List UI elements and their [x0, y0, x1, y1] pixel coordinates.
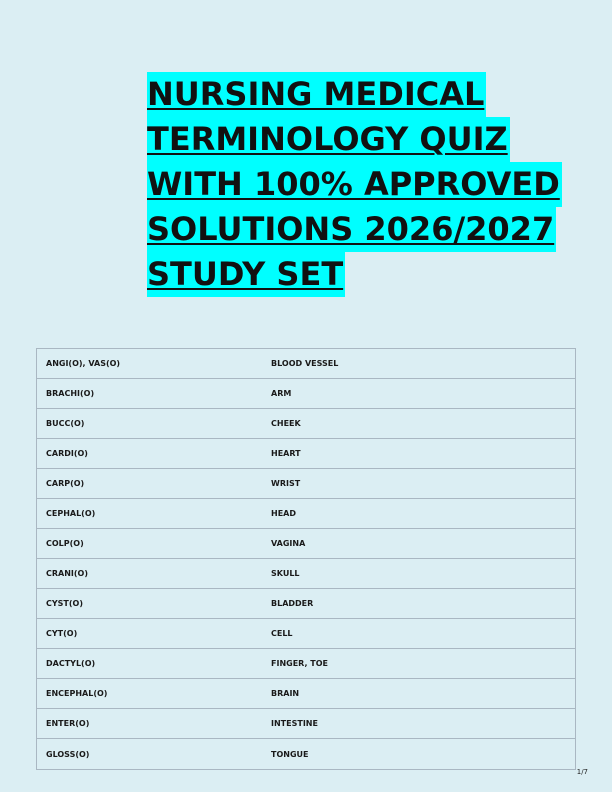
title-line-2: TERMINOLOGY QUIZ: [147, 117, 510, 162]
definition-cell: CELL: [271, 629, 293, 638]
definition-cell: TONGUE: [271, 749, 309, 759]
term-cell: ENTER(O): [46, 719, 90, 728]
table-row: [37, 409, 575, 439]
table-row: [37, 559, 575, 589]
definition-cell: BRAIN: [271, 689, 300, 698]
term-cell: CRANI(O): [46, 569, 89, 578]
table-row: [37, 469, 575, 499]
table-row: [37, 349, 575, 379]
definition-cell: INTESTINE: [271, 719, 318, 728]
terminology-table: [36, 348, 576, 770]
term-cell: ENCEPHAL(O): [46, 689, 108, 698]
definition-cell: BLADDER: [271, 599, 314, 608]
table-row: [37, 379, 575, 409]
term-cell: BRACHI(O): [46, 389, 95, 398]
table-row: [37, 649, 575, 679]
term-cell: COLP(O): [46, 539, 84, 548]
definition-cell: SKULL: [271, 569, 300, 578]
title-line-3: WITH 100% APPROVED: [147, 162, 562, 207]
table-row: [37, 529, 575, 559]
term-cell: BUCC(O): [46, 419, 85, 428]
table-row: [37, 619, 575, 649]
term-cell: CEPHAL(O): [46, 509, 96, 518]
term-cell: ANGI(O), VAS(O): [46, 359, 121, 368]
definition-cell: ARM: [271, 389, 292, 398]
title-line-4: SOLUTIONS 2026/2027: [147, 207, 556, 252]
title-line-5: STUDY SET: [147, 252, 345, 297]
table-row: [37, 499, 575, 529]
table-row: [37, 739, 575, 769]
definition-cell: CHEEK: [271, 419, 301, 428]
definition-cell: HEAD: [271, 509, 296, 518]
document-title: [147, 72, 567, 297]
definition-cell: VAGINA: [271, 539, 306, 548]
table-row: [37, 679, 575, 709]
page-number: 1/7: [576, 768, 588, 776]
definition-cell: WRIST: [271, 479, 301, 488]
term-cell: CYT(O): [46, 629, 78, 638]
table-row: [37, 709, 575, 739]
table-row: [37, 589, 575, 619]
definition-cell: FINGER, TOE: [271, 659, 329, 668]
table-row: [37, 439, 575, 469]
definition-cell: BLOOD VESSEL: [271, 359, 339, 368]
title-line-1: NURSING MEDICAL: [147, 72, 486, 117]
term-cell: CARP(O): [46, 479, 85, 488]
term-cell: CYST(O): [46, 599, 83, 608]
definition-cell: HEART: [271, 449, 301, 458]
term-cell: DACTYL(O): [46, 659, 96, 668]
term-cell: GLOSS(O): [46, 749, 90, 759]
term-cell: CARDI(O): [46, 449, 88, 458]
